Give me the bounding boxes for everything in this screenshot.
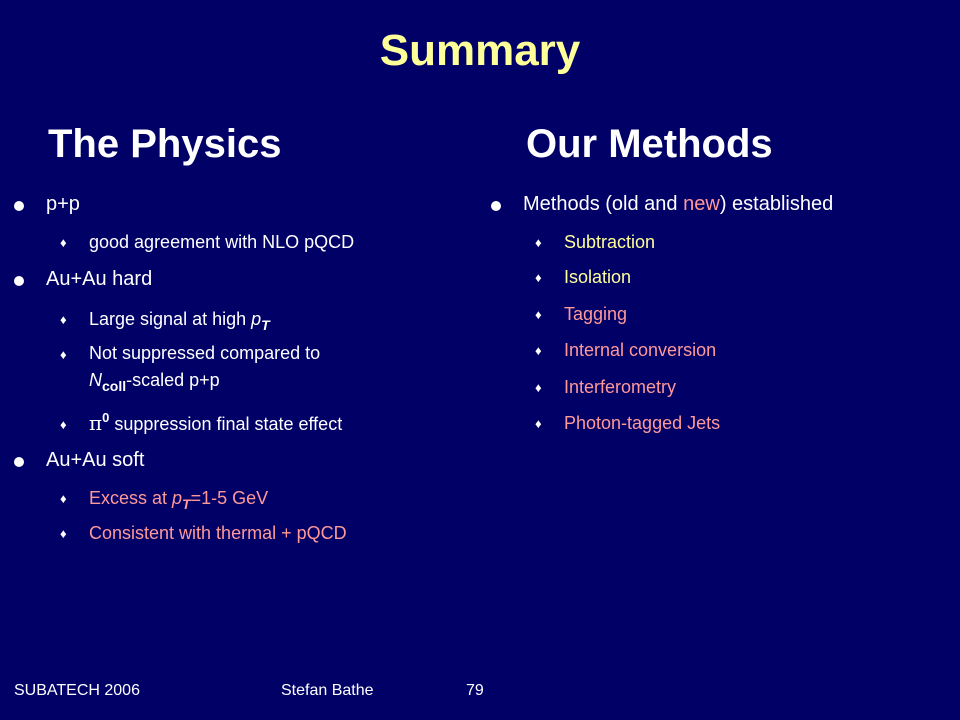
bullet-dot	[14, 276, 24, 286]
footer-conference: SUBATECH 2006	[14, 682, 140, 699]
diamond-bullet-icon: ♦	[60, 235, 67, 250]
methods-heading: Our Methods	[526, 122, 773, 166]
diamond-bullet-icon: ♦	[535, 343, 542, 358]
diamond-bullet-icon: ♦	[60, 417, 67, 432]
bullet-dot	[14, 457, 24, 467]
consistent-item: Consistent with thermal + pQCD	[89, 523, 347, 543]
physics-heading: The Physics	[48, 122, 282, 166]
methods-established-item: Methods (old and new) established	[523, 193, 834, 215]
diamond-bullet-icon: ♦	[535, 307, 542, 322]
auau-soft-label: Au+Au soft	[46, 449, 145, 471]
method-tagging: Tagging	[564, 304, 628, 324]
pp-nlo-item: good agreement with NLO pQCD	[89, 232, 355, 252]
pp-label: p+p	[46, 193, 80, 215]
diamond-bullet-icon: ♦	[60, 312, 67, 327]
method-internal-conversion: Internal conversion	[564, 340, 717, 360]
method-photon-tagged-jets: Photon-tagged Jets	[564, 413, 721, 433]
bullet-dot	[14, 201, 24, 211]
diamond-bullet-icon: ♦	[535, 270, 542, 285]
slide-title: Summary	[379, 26, 581, 75]
diamond-bullet-icon: ♦	[535, 380, 542, 395]
diamond-bullet-icon: ♦	[535, 416, 542, 431]
excess-item: Excess at $p_T=1-5$ GeV	[89, 488, 269, 512]
method-interferometry: Interferometry	[564, 377, 677, 397]
diamond-bullet-icon: ♦	[60, 347, 67, 362]
bullet-dot	[491, 201, 501, 211]
method-isolation: Isolation	[564, 267, 632, 287]
pi0-suppression-item: $\pi^0$ suppression final state effect	[89, 410, 343, 435]
large-signal-item: Large signal at high $p_T$	[89, 309, 270, 333]
not-suppressed-item-line2: $N_{coll}$-scaled p+p	[89, 370, 220, 394]
method-subtraction: Subtraction	[564, 232, 656, 252]
footer-author: Stefan Bathe	[281, 682, 374, 699]
not-suppressed-item-line1: Not suppressed compared to	[89, 343, 321, 363]
footer-page-number: 79	[466, 682, 484, 699]
diamond-bullet-icon: ♦	[60, 491, 67, 506]
auau-hard-label: Au+Au hard	[46, 268, 153, 290]
diamond-bullet-icon: ♦	[60, 526, 67, 541]
diamond-bullet-icon: ♦	[535, 235, 542, 250]
